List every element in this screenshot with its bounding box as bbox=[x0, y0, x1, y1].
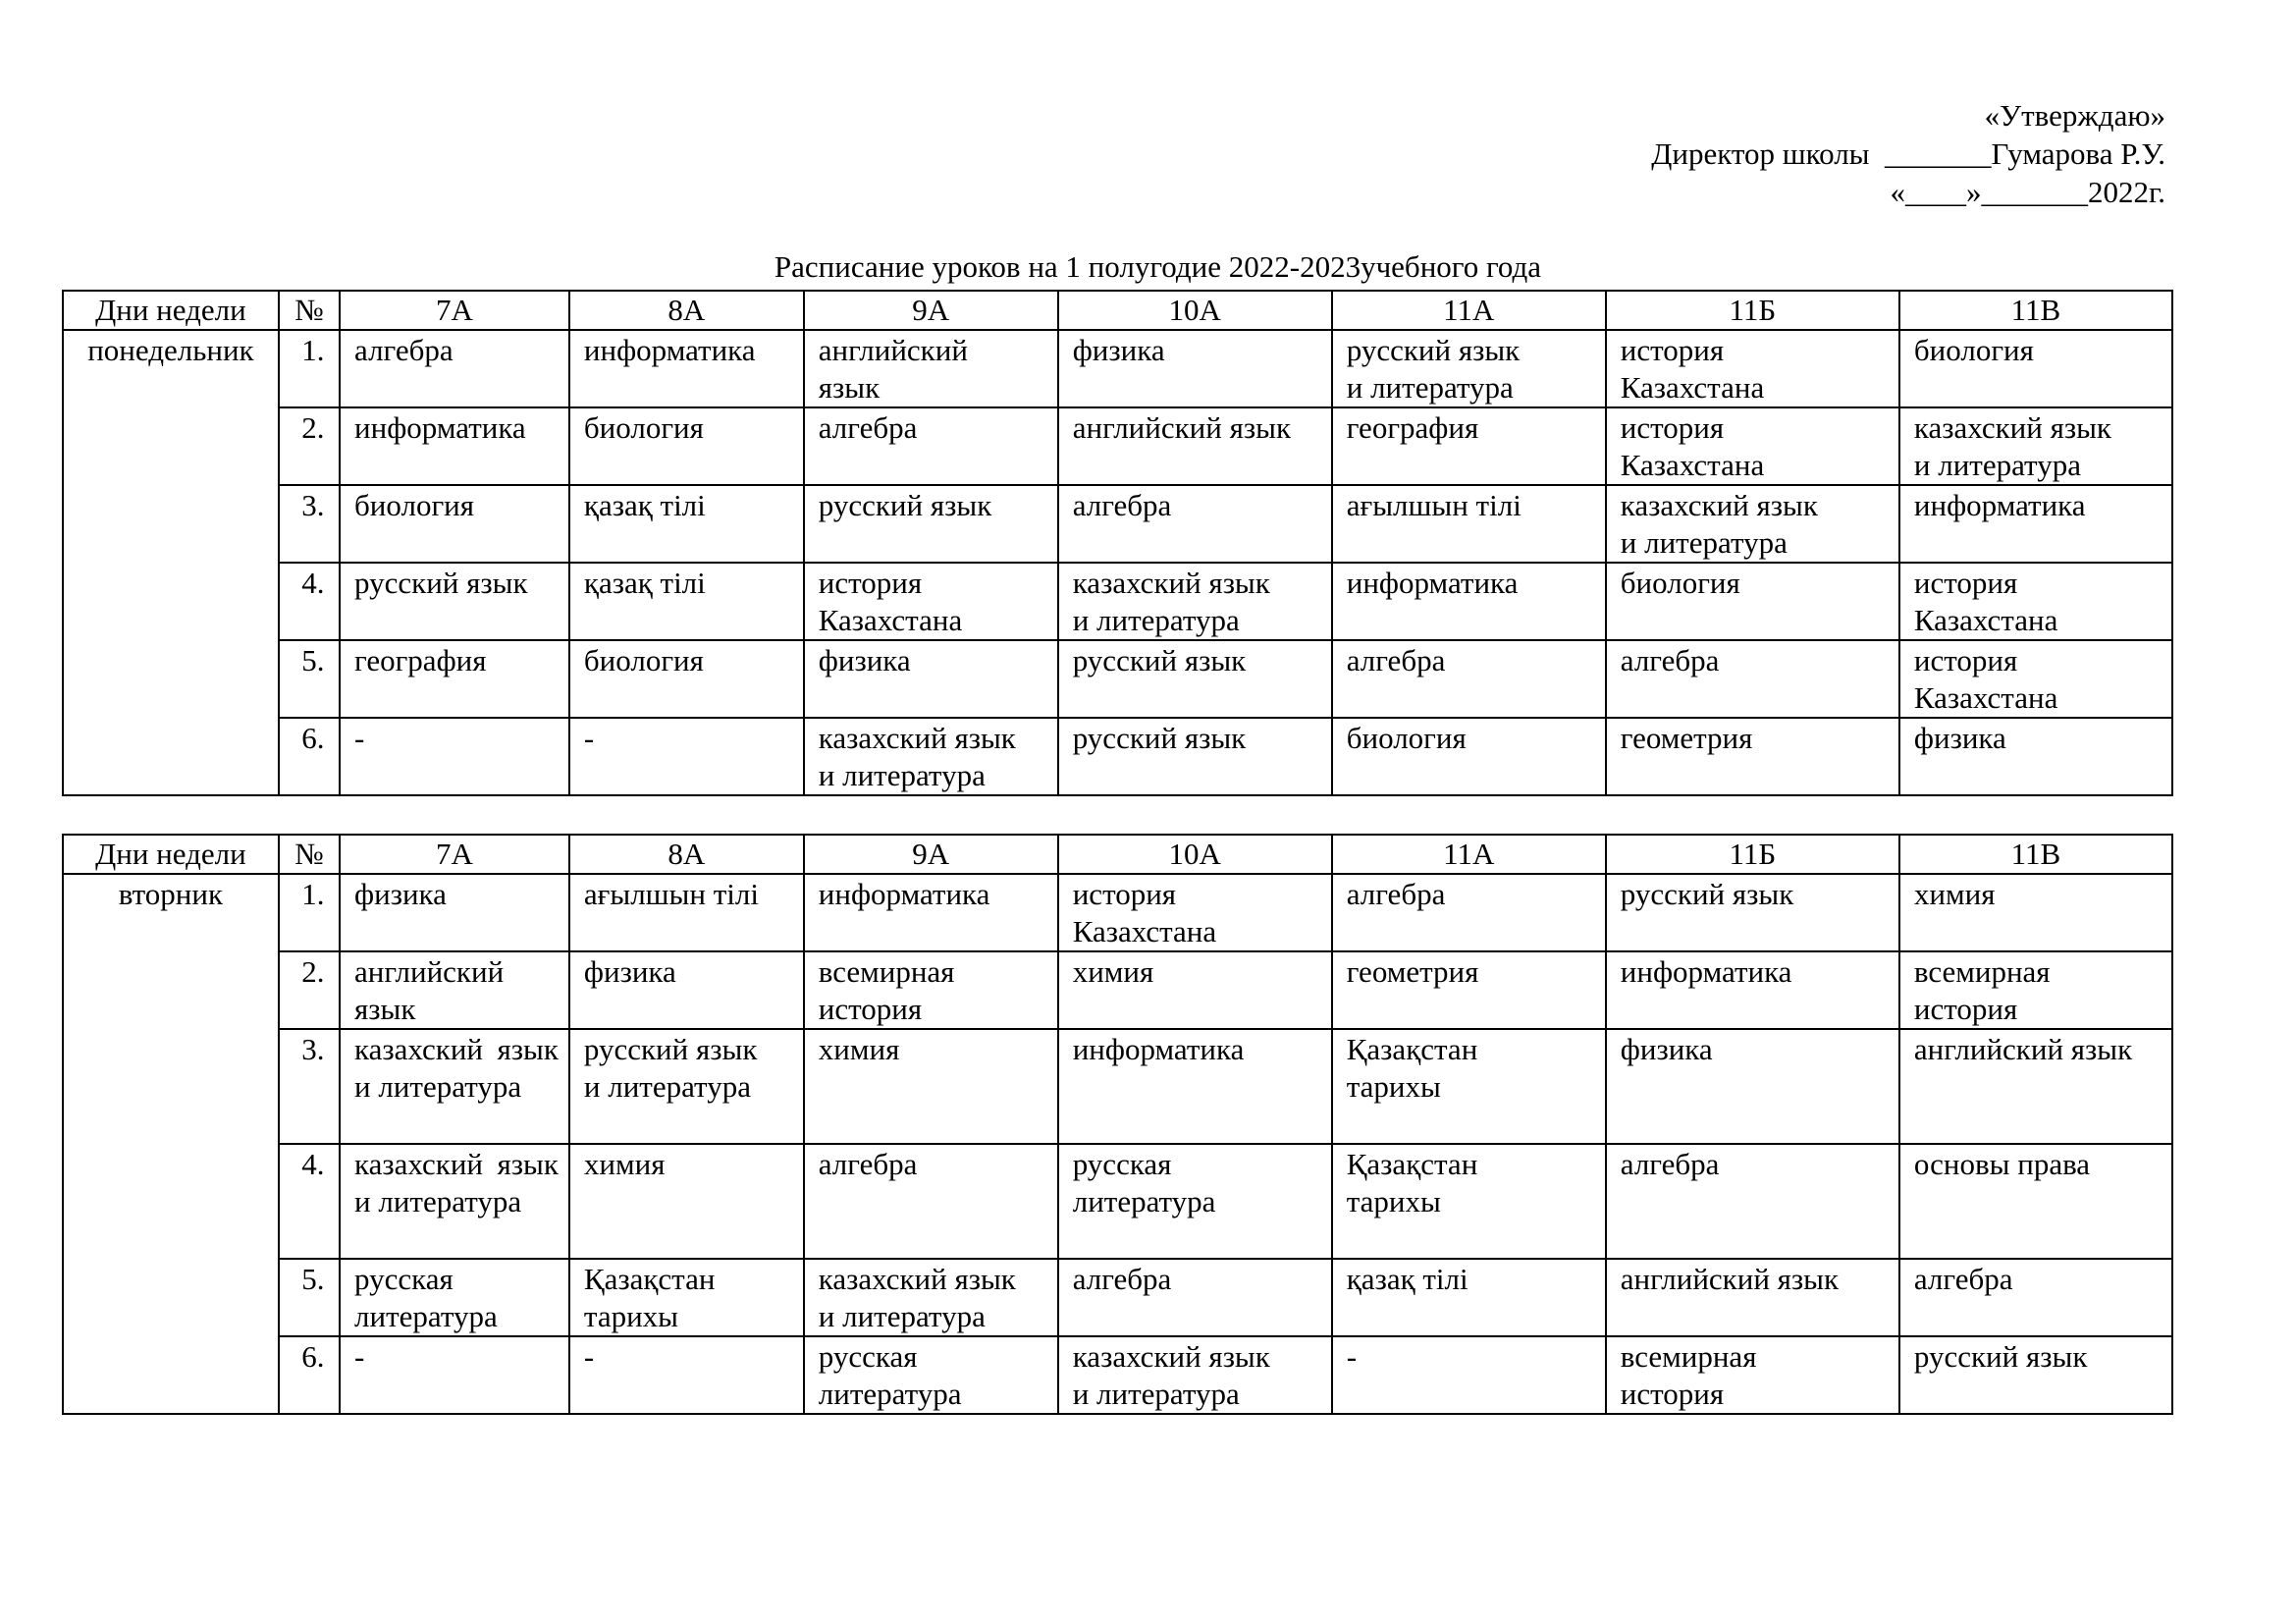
header-class-11v: 11В bbox=[1899, 291, 2172, 330]
subject-text: Қазақстан тарихы bbox=[1346, 1147, 1478, 1218]
subject-text: Қазақстан тарихы bbox=[1346, 1032, 1478, 1104]
subject-cell-8a bbox=[569, 1029, 804, 1144]
subject-cell-11a bbox=[1332, 874, 1606, 951]
subject-text: история Казахстана bbox=[1913, 643, 2058, 715]
subject-text: русский язык bbox=[1620, 877, 1794, 911]
subject-text: биология bbox=[583, 643, 704, 677]
subject-cell-11a bbox=[1332, 1144, 1606, 1259]
subject-cell-11b bbox=[1606, 1336, 1899, 1414]
subject-text: биология bbox=[1346, 721, 1467, 755]
subject-text: - bbox=[583, 1339, 595, 1374]
approval-line-director: Директор школы _______Гумарова Р.У. bbox=[1651, 136, 2165, 171]
subject-cell-11v bbox=[1899, 718, 2172, 795]
header-number: № bbox=[279, 835, 340, 874]
subject-text: алгебра bbox=[1072, 488, 1172, 522]
subject-text: русский язык и литература bbox=[583, 1032, 758, 1104]
schedule-table-tuesday bbox=[62, 834, 2173, 1415]
subject-cell-7a bbox=[340, 640, 569, 718]
subject-cell-11v bbox=[1899, 1029, 2172, 1144]
subject-text: казахский язык и литература bbox=[1620, 488, 1818, 560]
subject-text: физика bbox=[583, 954, 676, 989]
subject-text: казахский язык и литература bbox=[1072, 1339, 1270, 1411]
subject-cell-7a bbox=[340, 874, 569, 951]
subject-cell-10a bbox=[1058, 1259, 1332, 1336]
subject-text: русский язык bbox=[1913, 1339, 2088, 1374]
subject-text: информатика bbox=[1913, 488, 2086, 522]
lesson-number: 2. bbox=[279, 407, 340, 485]
subject-text: биология bbox=[1913, 333, 2034, 367]
subject-cell-10a bbox=[1058, 640, 1332, 718]
subject-text: геометрия bbox=[1620, 721, 1753, 755]
table-row bbox=[63, 640, 2172, 718]
subject-text: алгебра bbox=[1072, 1262, 1172, 1296]
subject-text: география bbox=[1346, 410, 1479, 445]
table-row bbox=[63, 1144, 2172, 1259]
subject-text: информатика bbox=[1620, 954, 1792, 989]
subject-cell-7a bbox=[340, 1336, 569, 1414]
subject-cell-8a bbox=[569, 485, 804, 563]
subject-cell-11b bbox=[1606, 874, 1899, 951]
header-class-7a: 7А bbox=[340, 835, 569, 874]
header-weekday: Дни недели bbox=[63, 835, 279, 874]
subject-text: геометрия bbox=[1346, 954, 1479, 989]
subject-cell-9a bbox=[804, 407, 1058, 485]
subject-cell-7a bbox=[340, 951, 569, 1029]
subject-cell-11a bbox=[1332, 485, 1606, 563]
document-title: Расписание уроков на 1 полугодие 2022-2023учебного года bbox=[774, 249, 1542, 284]
subject-cell-7a bbox=[340, 718, 569, 795]
subject-cell-8a bbox=[569, 563, 804, 640]
subject-cell-8a bbox=[569, 330, 804, 407]
subject-text: - bbox=[583, 721, 595, 755]
subject-cell-8a bbox=[569, 951, 804, 1029]
subject-cell-11b bbox=[1606, 1029, 1899, 1144]
subject-text: английский язык bbox=[1072, 410, 1292, 445]
subject-text: қазақ тілі bbox=[583, 488, 706, 522]
header-class-11b: 11Б bbox=[1606, 291, 1899, 330]
subject-cell-10a bbox=[1058, 874, 1332, 951]
subject-text: казахский язык и литература bbox=[818, 721, 1016, 792]
lesson-number: 4. bbox=[279, 563, 340, 640]
subject-cell-11a bbox=[1332, 951, 1606, 1029]
subject-cell-10a bbox=[1058, 951, 1332, 1029]
subject-cell-10a bbox=[1058, 563, 1332, 640]
subject-text: қазақ тілі bbox=[583, 566, 706, 600]
lesson-number: 6. bbox=[279, 718, 340, 795]
subject-text: история Казахстана bbox=[1913, 566, 2058, 637]
subject-text: всемирная история bbox=[1620, 1339, 1757, 1411]
subject-cell-7a bbox=[340, 407, 569, 485]
schedule-table-header bbox=[63, 291, 2172, 330]
lesson-number: 1. bbox=[279, 874, 340, 951]
subject-cell-7a bbox=[340, 1259, 569, 1336]
subject-text: казахский язык и литература bbox=[354, 1147, 559, 1218]
subject-text: биология bbox=[1620, 566, 1740, 600]
subject-cell-10a bbox=[1058, 407, 1332, 485]
subject-text: алгебра bbox=[818, 1147, 918, 1181]
subject-cell-9a bbox=[804, 951, 1058, 1029]
table-row bbox=[63, 330, 2172, 407]
table-row bbox=[63, 718, 2172, 795]
lesson-number: 5. bbox=[279, 640, 340, 718]
subject-cell-11v bbox=[1899, 330, 2172, 407]
approval-line-date: «____»_______2022г. bbox=[1890, 175, 2165, 209]
subject-cell-10a bbox=[1058, 485, 1332, 563]
weekday-cell: вторник bbox=[63, 874, 279, 1414]
lesson-number: 5. bbox=[279, 1259, 340, 1336]
header-class-11v: 11В bbox=[1899, 835, 2172, 874]
subject-text: алгебра bbox=[1346, 643, 1446, 677]
lesson-number: 4. bbox=[279, 1144, 340, 1259]
header-class-7a: 7А bbox=[340, 291, 569, 330]
subject-text: алгебра bbox=[1620, 643, 1720, 677]
subject-cell-11a bbox=[1332, 718, 1606, 795]
subject-cell-11v bbox=[1899, 640, 2172, 718]
subject-text: казахский язык и литература bbox=[1913, 410, 2111, 482]
subject-text: информатика bbox=[1072, 1032, 1245, 1066]
subject-cell-11b bbox=[1606, 407, 1899, 485]
subject-cell-9a bbox=[804, 1144, 1058, 1259]
subject-cell-11b bbox=[1606, 330, 1899, 407]
subject-cell-11b bbox=[1606, 1144, 1899, 1259]
subject-text: история Казахстана bbox=[818, 566, 963, 637]
subject-text: русский язык bbox=[1072, 643, 1247, 677]
subject-cell-9a bbox=[804, 485, 1058, 563]
subject-text: география bbox=[354, 643, 487, 677]
subject-cell-7a bbox=[340, 330, 569, 407]
subject-text: алгебра bbox=[354, 333, 454, 367]
table-row bbox=[63, 951, 2172, 1029]
subject-text: алгебра bbox=[1346, 877, 1446, 911]
subject-text: английский язык bbox=[1620, 1262, 1840, 1296]
subject-cell-11v bbox=[1899, 407, 2172, 485]
table-row bbox=[63, 485, 2172, 563]
schedule-table-body bbox=[63, 874, 2172, 1414]
subject-text: русский язык и литература bbox=[1346, 333, 1521, 405]
subject-cell-11v bbox=[1899, 951, 2172, 1029]
schedule-table-body bbox=[63, 330, 2172, 795]
subject-cell-11v bbox=[1899, 874, 2172, 951]
header-class-10a: 10А bbox=[1058, 835, 1332, 874]
subject-text: - bbox=[1346, 1339, 1358, 1374]
subject-cell-11b bbox=[1606, 951, 1899, 1029]
subject-text: всемирная история bbox=[1913, 954, 2051, 1026]
header-weekday: Дни недели bbox=[63, 291, 279, 330]
subject-text: қазақ тілі bbox=[1346, 1262, 1468, 1296]
table-row bbox=[63, 1259, 2172, 1336]
subject-cell-11v bbox=[1899, 1336, 2172, 1414]
subject-cell-10a bbox=[1058, 1029, 1332, 1144]
header-class-9a: 9А bbox=[804, 291, 1058, 330]
subject-text: русский язык bbox=[354, 566, 528, 600]
subject-text: русская литература bbox=[818, 1339, 962, 1411]
subject-text: физика bbox=[1620, 1032, 1713, 1066]
subject-text: ағылшын тілі bbox=[1346, 488, 1522, 522]
table-row bbox=[63, 563, 2172, 640]
subject-cell-11a bbox=[1332, 1259, 1606, 1336]
subject-text: химия bbox=[1072, 954, 1154, 989]
subject-text: химия bbox=[1913, 877, 1996, 911]
subject-text: химия bbox=[818, 1032, 900, 1066]
subject-text: Қазақстан тарихы bbox=[583, 1262, 716, 1333]
table-row bbox=[63, 1336, 2172, 1414]
approval-line-approve: «Утверждаю» bbox=[1984, 98, 2165, 133]
subject-text: английский язык bbox=[1913, 1032, 2133, 1066]
subject-cell-11a bbox=[1332, 407, 1606, 485]
header-class-11a: 11А bbox=[1332, 835, 1606, 874]
header-class-9a: 9А bbox=[804, 835, 1058, 874]
subject-text: физика bbox=[1072, 333, 1165, 367]
subject-text: ағылшын тілі bbox=[583, 877, 759, 911]
header-class-8a: 8А bbox=[569, 835, 804, 874]
subject-text: история Казахстана bbox=[1072, 877, 1217, 948]
subject-cell-11a bbox=[1332, 1029, 1606, 1144]
subject-text: информатика bbox=[354, 410, 526, 445]
subject-cell-11b bbox=[1606, 485, 1899, 563]
subject-cell-11b bbox=[1606, 1259, 1899, 1336]
subject-cell-8a bbox=[569, 640, 804, 718]
subject-cell-9a bbox=[804, 563, 1058, 640]
header-class-11a: 11А bbox=[1332, 291, 1606, 330]
subject-cell-11b bbox=[1606, 640, 1899, 718]
subject-text: казахский язык и литература bbox=[1072, 566, 1270, 637]
subject-text: английский язык bbox=[354, 954, 505, 1026]
subject-text: всемирная история bbox=[818, 954, 955, 1026]
subject-cell-7a bbox=[340, 1029, 569, 1144]
subject-cell-11b bbox=[1606, 563, 1899, 640]
subject-text: биология bbox=[354, 488, 475, 522]
header-class-10a: 10А bbox=[1058, 291, 1332, 330]
subject-cell-10a bbox=[1058, 330, 1332, 407]
lesson-number: 6. bbox=[279, 1336, 340, 1414]
subject-cell-8a bbox=[569, 718, 804, 795]
approval-block bbox=[1651, 96, 2165, 211]
subject-cell-8a bbox=[569, 874, 804, 951]
subject-text: физика bbox=[1913, 721, 2006, 755]
schedule-table-header bbox=[63, 835, 2172, 874]
lesson-number: 3. bbox=[279, 1029, 340, 1144]
subject-cell-11v bbox=[1899, 1144, 2172, 1259]
subject-text: русская литература bbox=[354, 1262, 498, 1333]
header-class-11b: 11Б bbox=[1606, 835, 1899, 874]
subject-text: химия bbox=[583, 1147, 666, 1181]
subject-text: биология bbox=[583, 410, 704, 445]
subject-cell-11a bbox=[1332, 1336, 1606, 1414]
subject-cell-10a bbox=[1058, 718, 1332, 795]
subject-text: алгебра bbox=[1620, 1147, 1720, 1181]
subject-cell-11v bbox=[1899, 563, 2172, 640]
header-number: № bbox=[279, 291, 340, 330]
subject-text: казахский язык и литература bbox=[818, 1262, 1016, 1333]
subject-cell-8a bbox=[569, 1144, 804, 1259]
header-class-8a: 8А bbox=[569, 291, 804, 330]
subject-text: - bbox=[354, 1339, 365, 1374]
subject-cell-8a bbox=[569, 1259, 804, 1336]
subject-text: физика bbox=[354, 877, 447, 911]
subject-cell-9a bbox=[804, 1029, 1058, 1144]
subject-cell-7a bbox=[340, 485, 569, 563]
subject-text: информатика bbox=[1346, 566, 1519, 600]
subject-cell-11a bbox=[1332, 330, 1606, 407]
subject-cell-9a bbox=[804, 1336, 1058, 1414]
subject-text: история Казахстана bbox=[1620, 410, 1765, 482]
subject-text: информатика bbox=[818, 877, 990, 911]
subject-cell-7a bbox=[340, 563, 569, 640]
subject-text: русский язык bbox=[1072, 721, 1247, 755]
subject-cell-9a bbox=[804, 640, 1058, 718]
subject-text: физика bbox=[818, 643, 911, 677]
subject-text: алгебра bbox=[1913, 1262, 2013, 1296]
subject-cell-10a bbox=[1058, 1336, 1332, 1414]
subject-cell-11v bbox=[1899, 485, 2172, 563]
schedule-table-monday bbox=[62, 290, 2173, 796]
subject-cell-9a bbox=[804, 1259, 1058, 1336]
subject-cell-11b bbox=[1606, 718, 1899, 795]
subject-text: русский язык bbox=[818, 488, 992, 522]
subject-cell-8a bbox=[569, 407, 804, 485]
subject-text: английский язык bbox=[818, 333, 968, 405]
lesson-number: 3. bbox=[279, 485, 340, 563]
subject-cell-9a bbox=[804, 874, 1058, 951]
subject-cell-11v bbox=[1899, 1259, 2172, 1336]
subject-text: информатика bbox=[583, 333, 756, 367]
lesson-number: 2. bbox=[279, 951, 340, 1029]
subject-text: алгебра bbox=[818, 410, 918, 445]
subject-cell-11a bbox=[1332, 563, 1606, 640]
subject-cell-7a bbox=[340, 1144, 569, 1259]
weekday-cell: понедельник bbox=[63, 330, 279, 795]
subject-cell-10a bbox=[1058, 1144, 1332, 1259]
subject-text: основы права bbox=[1913, 1147, 2091, 1181]
table-row bbox=[63, 407, 2172, 485]
subject-text: казахский язык и литература bbox=[354, 1032, 559, 1104]
subject-text: русская литература bbox=[1072, 1147, 1216, 1218]
subject-cell-8a bbox=[569, 1336, 804, 1414]
subject-text: - bbox=[354, 721, 365, 755]
subject-text: история Казахстана bbox=[1620, 333, 1765, 405]
table-row bbox=[63, 874, 2172, 951]
subject-cell-11a bbox=[1332, 640, 1606, 718]
subject-cell-9a bbox=[804, 330, 1058, 407]
table-row bbox=[63, 1029, 2172, 1144]
lesson-number: 1. bbox=[279, 330, 340, 407]
subject-cell-9a bbox=[804, 718, 1058, 795]
